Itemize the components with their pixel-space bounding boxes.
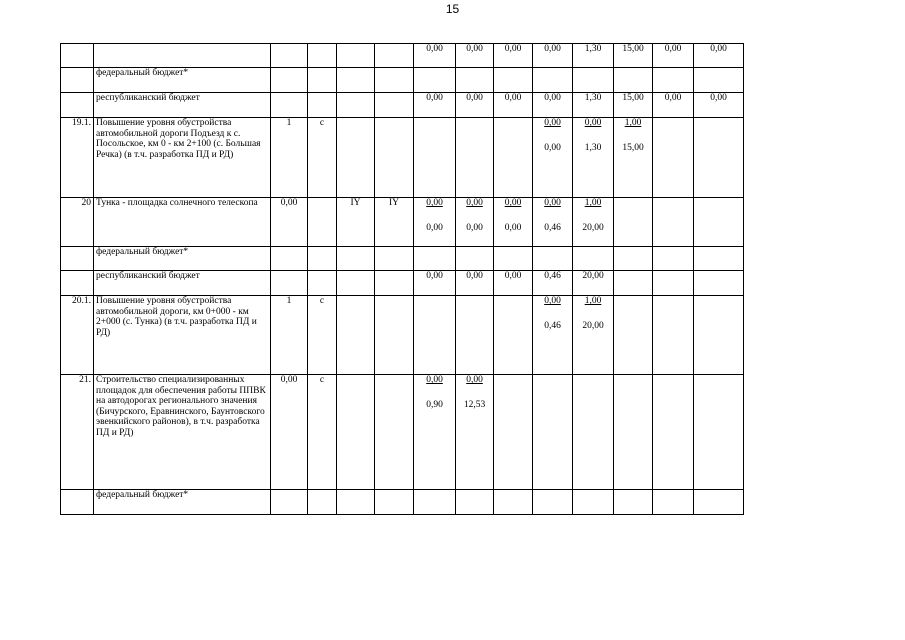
value-top: 20,00 xyxy=(582,271,604,281)
value-top: 0,00 xyxy=(466,375,483,385)
value-cell xyxy=(414,490,456,515)
value-cell xyxy=(573,118,614,198)
value-bottom: 0,46 xyxy=(544,320,561,331)
value-top: 0,00 xyxy=(466,44,483,54)
value-cell xyxy=(414,198,456,247)
start-cell xyxy=(337,375,375,490)
value-top: 15,00 xyxy=(622,93,644,103)
table-row xyxy=(61,93,744,118)
value-top: 0,00 xyxy=(544,198,561,208)
value-cell xyxy=(653,296,694,375)
start-cell xyxy=(337,93,375,118)
value-cell xyxy=(414,68,456,93)
value-cell xyxy=(494,375,533,490)
row-number-cell: 20 xyxy=(61,198,94,247)
page-number: 15 xyxy=(445,2,460,16)
start-cell xyxy=(337,296,375,375)
value-cell xyxy=(414,247,456,271)
value-top: 1,30 xyxy=(584,93,602,103)
value-bottom: 1,30 xyxy=(584,142,602,153)
row-name-cell: Повышение уровня обустройства автомобильной дороги Подъезд к с. Посольское, км 0 - км 2+100 (с. Большая Речка) (в т.ч. разработка ПД и РД) xyxy=(94,118,271,198)
value-cell xyxy=(533,375,573,490)
value-cell xyxy=(694,271,744,296)
stage-cell xyxy=(308,247,337,271)
value-top: 1,00 xyxy=(584,198,602,208)
value-cell xyxy=(533,198,573,247)
value-cell xyxy=(694,93,744,118)
value-cell xyxy=(694,68,744,93)
end-cell xyxy=(375,247,414,271)
stage-cell xyxy=(308,271,337,296)
table-row xyxy=(61,296,744,375)
row-name-cell: Строительство специализированных площадок для обеспечения работы ППВК на автодорогах регионального значения (Бичурского, Еравнинского, Баунтовского эвенкийского районов), в т.ч. разработка ПД и РД) xyxy=(94,375,271,490)
value-top: 0,00 xyxy=(544,296,561,306)
value-cell xyxy=(573,271,614,296)
value-cell xyxy=(614,198,653,247)
value-top: 1,00 xyxy=(584,296,602,306)
value-cell xyxy=(653,375,694,490)
row-name-cell: федеральный бюджет* xyxy=(94,247,271,271)
value-cell xyxy=(653,247,694,271)
value-cell xyxy=(533,296,573,375)
value-cell xyxy=(494,68,533,93)
end-cell xyxy=(375,44,414,68)
value-cell xyxy=(614,296,653,375)
value-cell xyxy=(414,118,456,198)
value-cell xyxy=(414,44,456,68)
value-cell xyxy=(456,118,494,198)
value-cell xyxy=(694,490,744,515)
value-cell xyxy=(573,296,614,375)
capacity-cell xyxy=(271,490,308,515)
value-top: 0,00 xyxy=(466,271,483,281)
value-cell xyxy=(533,68,573,93)
value-top: 0,00 xyxy=(710,44,727,54)
capacity-cell: 1 xyxy=(271,118,308,198)
value-cell xyxy=(414,375,456,490)
value-cell xyxy=(694,296,744,375)
end-cell xyxy=(375,375,414,490)
value-cell xyxy=(573,247,614,271)
value-cell xyxy=(653,93,694,118)
value-bottom: 12,53 xyxy=(463,399,486,410)
capacity-cell xyxy=(271,68,308,93)
value-top: 0,00 xyxy=(426,44,443,54)
value-bottom: 20,00 xyxy=(582,222,604,233)
table-row xyxy=(61,118,744,198)
value-cell xyxy=(456,44,494,68)
table-row xyxy=(61,68,744,93)
value-cell xyxy=(614,68,653,93)
value-cell xyxy=(614,490,653,515)
value-cell xyxy=(456,296,494,375)
value-cell xyxy=(533,490,573,515)
row-name-cell: Тунка - площадка солнечного телескопа xyxy=(94,198,271,247)
value-cell xyxy=(694,198,744,247)
capacity-cell: 0,00 xyxy=(271,198,308,247)
stage-cell xyxy=(308,490,337,515)
table-row xyxy=(61,375,744,490)
row-number-cell: 21. xyxy=(61,375,94,490)
value-cell xyxy=(533,118,573,198)
value-cell xyxy=(494,490,533,515)
row-number-cell: 20.1. xyxy=(61,296,94,375)
stage-cell: с xyxy=(308,118,337,198)
end-cell xyxy=(375,68,414,93)
value-cell xyxy=(533,44,573,68)
value-cell xyxy=(694,375,744,490)
table-row xyxy=(61,198,744,247)
value-cell xyxy=(456,93,494,118)
value-cell xyxy=(573,375,614,490)
value-cell xyxy=(456,271,494,296)
value-cell xyxy=(414,93,456,118)
value-top: 0,00 xyxy=(426,375,443,385)
value-cell xyxy=(614,271,653,296)
value-cell xyxy=(494,247,533,271)
start-cell xyxy=(337,68,375,93)
value-cell xyxy=(494,296,533,375)
value-cell xyxy=(653,490,694,515)
value-cell xyxy=(414,271,456,296)
value-top: 0,00 xyxy=(504,93,522,103)
value-cell xyxy=(533,247,573,271)
value-bottom: 0,46 xyxy=(544,222,561,233)
value-top: 0,00 xyxy=(710,93,727,103)
stage-cell: с xyxy=(308,296,337,375)
value-cell xyxy=(614,118,653,198)
value-cell xyxy=(573,44,614,68)
value-cell xyxy=(533,271,573,296)
value-top: 0,00 xyxy=(544,118,561,128)
value-top: 1,30 xyxy=(584,44,602,54)
value-cell xyxy=(456,247,494,271)
value-bottom: 20,00 xyxy=(582,320,604,331)
value-top: 0,00 xyxy=(504,44,522,54)
capacity-cell xyxy=(271,44,308,68)
value-cell xyxy=(694,44,744,68)
table-row xyxy=(61,44,744,68)
value-cell xyxy=(456,375,494,490)
start-cell xyxy=(337,118,375,198)
value-top: 0,00 xyxy=(426,198,443,208)
value-bottom: 15,00 xyxy=(622,142,644,153)
value-top: 0,00 xyxy=(664,93,682,103)
value-cell xyxy=(573,490,614,515)
value-top: 0,00 xyxy=(544,93,561,103)
value-top: 0,00 xyxy=(504,198,522,208)
value-cell xyxy=(614,375,653,490)
value-top: 0,46 xyxy=(544,271,561,281)
row-number-cell xyxy=(61,68,94,93)
start-cell: IY xyxy=(337,198,375,247)
value-top: 1,00 xyxy=(624,118,642,128)
capacity-cell: 0,00 xyxy=(271,375,308,490)
value-top: 15,00 xyxy=(622,44,644,54)
value-cell xyxy=(494,271,533,296)
value-bottom: 0,00 xyxy=(504,222,522,233)
value-top: 0,00 xyxy=(544,44,561,54)
end-cell xyxy=(375,296,414,375)
value-cell xyxy=(456,490,494,515)
value-cell xyxy=(494,93,533,118)
row-number-cell xyxy=(61,44,94,68)
row-name-cell: федеральный бюджет* xyxy=(94,68,271,93)
value-bottom: 0,00 xyxy=(466,222,483,233)
value-cell xyxy=(456,68,494,93)
table-body xyxy=(61,44,744,515)
value-cell xyxy=(494,44,533,68)
end-cell xyxy=(375,490,414,515)
capacity-cell xyxy=(271,247,308,271)
value-cell xyxy=(653,198,694,247)
row-name-cell: республиканский бюджет xyxy=(94,271,271,296)
value-cell xyxy=(653,118,694,198)
budget-table xyxy=(60,43,744,515)
end-cell xyxy=(375,271,414,296)
row-number-cell xyxy=(61,490,94,515)
value-cell xyxy=(614,247,653,271)
value-cell xyxy=(573,68,614,93)
table-row xyxy=(61,271,744,296)
value-bottom: 0,00 xyxy=(544,142,561,153)
value-cell xyxy=(573,198,614,247)
start-cell xyxy=(337,271,375,296)
end-cell: IY xyxy=(375,198,414,247)
capacity-cell xyxy=(271,271,308,296)
value-bottom: 0,90 xyxy=(426,399,443,410)
value-cell xyxy=(653,68,694,93)
value-cell xyxy=(614,93,653,118)
capacity-cell xyxy=(271,93,308,118)
row-name-cell: республиканский бюджет xyxy=(94,93,271,118)
value-cell xyxy=(694,118,744,198)
table-row xyxy=(61,247,744,271)
row-name-cell: федеральный бюджет* xyxy=(94,490,271,515)
start-cell xyxy=(337,247,375,271)
end-cell xyxy=(375,118,414,198)
stage-cell: с xyxy=(308,375,337,490)
capacity-cell: 1 xyxy=(271,296,308,375)
row-number-cell xyxy=(61,247,94,271)
value-cell xyxy=(653,271,694,296)
row-name-cell: Повышение уровня обустройства автомобильной дороги, км 0+000 - км 2+000 (с. Тунка) (в т.ч. разработка ПД и РД) xyxy=(94,296,271,375)
stage-cell xyxy=(308,68,337,93)
value-bottom: 0,00 xyxy=(426,222,443,233)
value-top: 0,00 xyxy=(664,44,682,54)
value-cell xyxy=(494,118,533,198)
value-cell xyxy=(414,296,456,375)
table-row xyxy=(61,490,744,515)
stage-cell xyxy=(308,93,337,118)
stage-cell xyxy=(308,198,337,247)
start-cell xyxy=(337,490,375,515)
value-cell xyxy=(456,198,494,247)
row-number-cell xyxy=(61,93,94,118)
value-top: 0,00 xyxy=(584,118,602,128)
row-name-cell xyxy=(94,44,271,68)
value-top: 0,00 xyxy=(466,198,483,208)
start-cell xyxy=(337,44,375,68)
value-cell xyxy=(694,247,744,271)
value-cell xyxy=(533,93,573,118)
value-top: 0,00 xyxy=(426,271,443,281)
value-top: 0,00 xyxy=(426,93,443,103)
value-cell xyxy=(653,44,694,68)
row-number-cell: 19.1. xyxy=(61,118,94,198)
row-number-cell xyxy=(61,271,94,296)
value-cell xyxy=(573,93,614,118)
value-cell xyxy=(614,44,653,68)
value-top: 0,00 xyxy=(504,271,522,281)
value-top: 0,00 xyxy=(466,93,483,103)
value-cell xyxy=(494,198,533,247)
stage-cell xyxy=(308,44,337,68)
end-cell xyxy=(375,93,414,118)
